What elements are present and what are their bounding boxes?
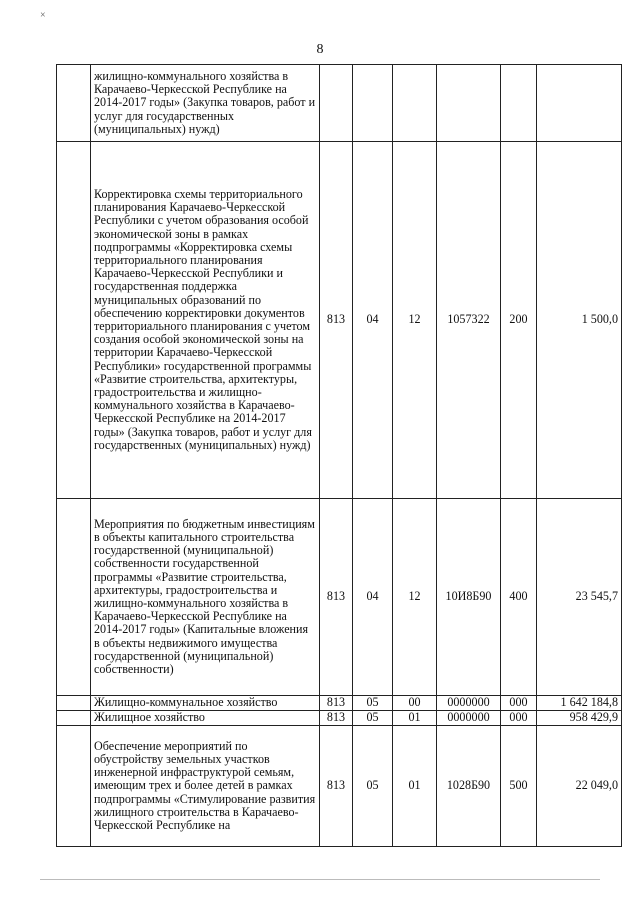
row-vr: 000 <box>501 696 537 711</box>
row-sum: 1 500,0 <box>537 142 622 499</box>
table-row <box>57 499 622 696</box>
row-pr: 01 <box>393 726 437 847</box>
row-vr <box>501 65 537 142</box>
row-vr: 200 <box>501 142 537 499</box>
page-bottom-rule <box>40 879 600 880</box>
row-sum: 23 545,7 <box>537 499 622 696</box>
row-name: Мероприятия по бюджетным инвестициям в объекты капитального строительства государственной (муниципальной) собственности государственной программы «Развитие строительства, архитектуры, градостроительства и жилищно-коммунального хозяйства в Карачаево-Черкесской Республике на 2014-2017 годы» (Капитальные вложения в объекты недвижимого имущества государственной (муниципальной) собственности) <box>91 499 320 696</box>
row-pr: 12 <box>393 499 437 696</box>
row-pr: 01 <box>393 711 437 726</box>
row-pr: 00 <box>393 696 437 711</box>
row-name: жилищно-коммунального хозяйства в Карачаево-Черкесской Республике на 2014-2017 годы» (Закупка товаров, работ и услуг для государственных (муниципальных) нужд) <box>91 65 320 142</box>
row-rz: 05 <box>353 696 393 711</box>
table-row <box>57 142 622 499</box>
table-cell-blank <box>57 142 91 499</box>
table-row <box>57 711 622 726</box>
row-sum: 22 049,0 <box>537 726 622 847</box>
row-grbs: 813 <box>320 142 353 499</box>
table-row <box>57 65 622 142</box>
row-vr: 400 <box>501 499 537 696</box>
table-cell-blank <box>57 65 91 142</box>
row-name: Жилищное хозяйство <box>91 711 320 726</box>
row-pr: 12 <box>393 142 437 499</box>
row-grbs: 813 <box>320 499 353 696</box>
row-vr: 000 <box>501 711 537 726</box>
row-name: Жилищно-коммунальное хозяйство <box>91 696 320 711</box>
page-number: 8 <box>316 42 324 57</box>
row-grbs <box>320 65 353 142</box>
row-grbs: 813 <box>320 726 353 847</box>
scan-mark: × <box>40 10 46 21</box>
row-rz: 05 <box>353 711 393 726</box>
row-csr: 10И8Б90 <box>437 499 501 696</box>
budget-table <box>56 64 622 847</box>
row-rz: 04 <box>353 499 393 696</box>
row-pr <box>393 65 437 142</box>
row-vr: 500 <box>501 726 537 847</box>
row-sum <box>537 65 622 142</box>
row-csr: 0000000 <box>437 711 501 726</box>
row-grbs: 813 <box>320 696 353 711</box>
row-csr: 0000000 <box>437 696 501 711</box>
row-name: Корректировка схемы территориального планирования Карачаево-Черкесской Республики с учетом образования особой экономической зоны в рамках подпрограммы «Корректировка схемы территориального планирования Карачаево-Черкесской Республики и государственная поддержка муниципальных образований по обеспечению корректировки документов территориального планирования с учетом создания особой экономической зоны на территории Карачаево-Черкесской Республики» государственной программы «Развитие строительства, архитектуры, градостроительства и жилищно-коммунального хозяйства в Карачаево-Черкесской Республике на 2014-2017 годы» (Закупка товаров, работ и услуг для государственных (муниципальных) нужд) <box>91 142 320 499</box>
row-sum: 1 642 184,8 <box>537 696 622 711</box>
table-cell-blank <box>57 726 91 847</box>
row-rz <box>353 65 393 142</box>
table-cell-blank <box>57 696 91 711</box>
row-name: Обеспечение мероприятий по обустройству земельных участков инженерной инфраструктурой семьям, имеющим трех и более детей в рамках подпрограммы «Стимулирование развития жилищного строительства в Карачаево-Черкесской Республике на <box>91 726 320 847</box>
row-grbs: 813 <box>320 711 353 726</box>
row-csr: 1028Б90 <box>437 726 501 847</box>
table-cell-blank <box>57 499 91 696</box>
row-rz: 04 <box>353 142 393 499</box>
row-sum: 958 429,9 <box>537 711 622 726</box>
table-row <box>57 726 622 847</box>
row-rz: 05 <box>353 726 393 847</box>
row-csr <box>437 65 501 142</box>
row-csr: 1057322 <box>437 142 501 499</box>
table-cell-blank <box>57 711 91 726</box>
table-row <box>57 696 622 711</box>
